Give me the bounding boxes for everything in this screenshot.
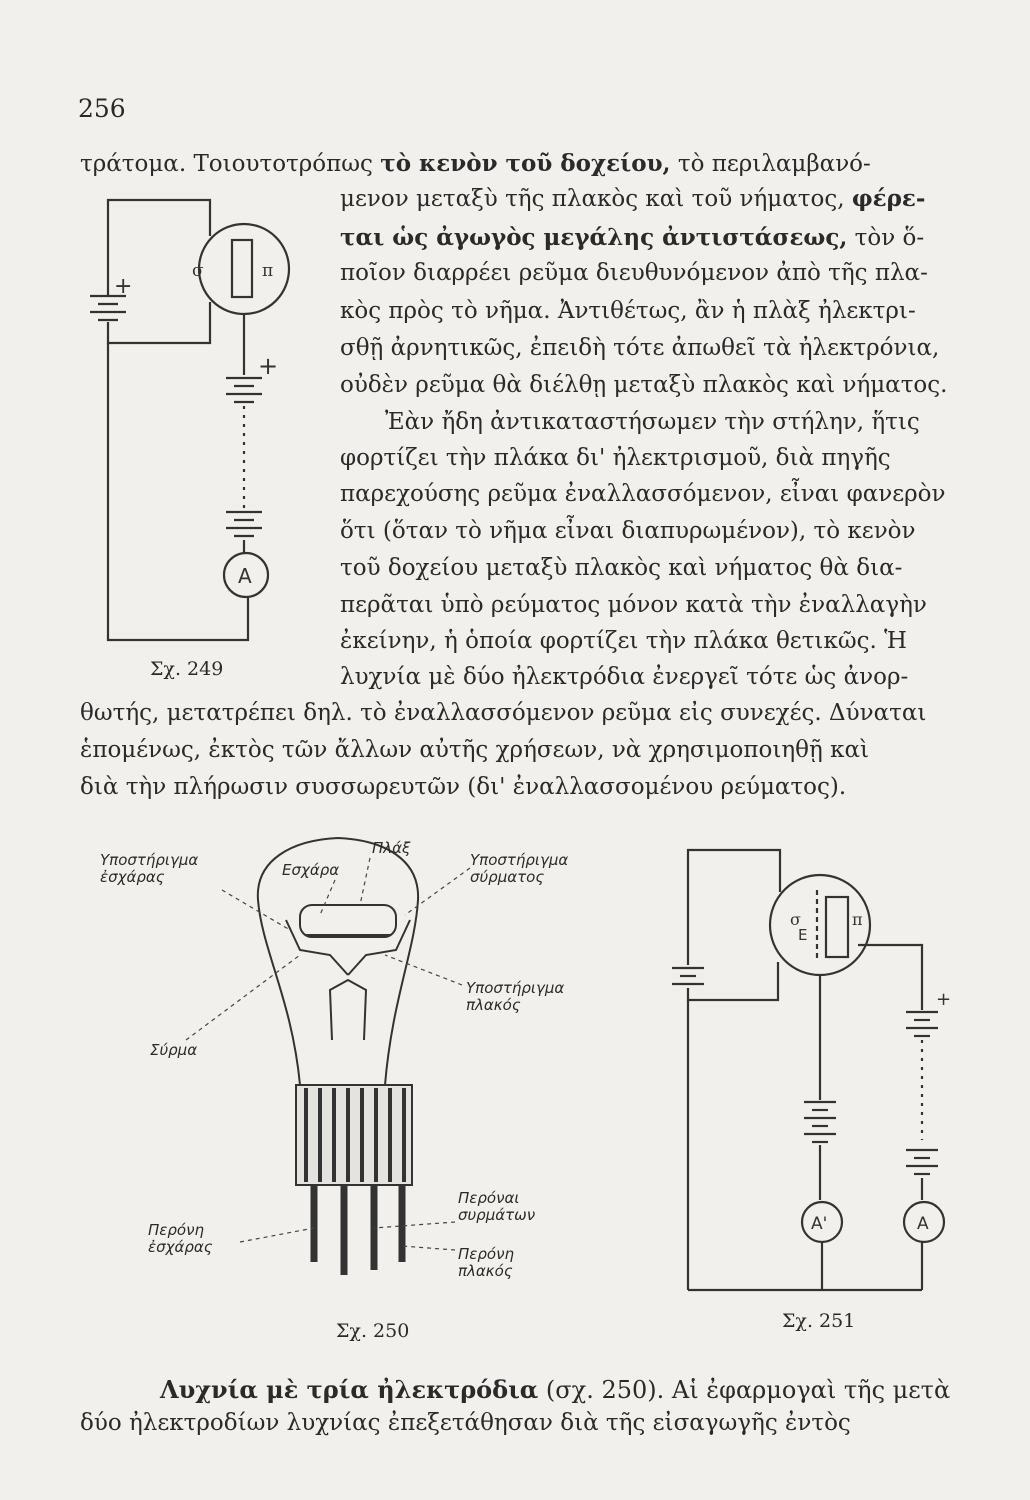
fig251-label-ammeter1: A': [811, 1214, 828, 1234]
text-line-6: σθῇ ἀρνητικῶς, ἐπειδὴ τότε ἀπωθεῖ τὰ ἠλεκτρόνια,: [340, 335, 940, 361]
text-line-3b: τὸν ὅ-: [854, 225, 925, 251]
fig250-label-grid-support: Υποστήριγμα ἐσχάρας: [100, 851, 199, 887]
text-line-3a: ται ὡς ἀγωγὸς μεγάλης ἀντιστάσεως,: [340, 224, 848, 251]
fig250-label-plate-support: Υποστήριγμα πλακός: [466, 979, 565, 1015]
fig251-wire-top: [688, 850, 780, 965]
fig249-label-plus2: +: [258, 352, 279, 380]
text-line-18: διὰ τὴν πλήρωσιν συσσωρευτῶν (δι' ἐναλλασσομένου ρεύματος).: [80, 774, 847, 800]
fig249-label-pi: π: [262, 261, 274, 281]
text-line-13: περᾶται ὑπὸ ρεύματος μόνον κατὰ τὴν ἐναλλαγὴν: [340, 592, 927, 618]
text-line-11: ὅτι (ὅταν τὸ νῆμα εἶναι διαπυρωμένον), τὸ κενὸν: [340, 518, 916, 544]
text-line-7: οὐδὲν ρεῦμα θὰ διέλθῃ μεταξὺ πλακὸς καὶ νήματος.: [340, 372, 948, 398]
text-line-1b: τὸ κενὸν τοῦ δοχείου,: [380, 150, 671, 177]
caption-fig249: Σχ. 249: [150, 658, 224, 680]
text-line-12: τοῦ δοχείου μεταξὺ πλακὸς καὶ νήματος θὰ δια-: [340, 555, 903, 581]
text-line-17: ἑπομένως, ἐκτὸς τῶν ἄλλων αὐτῆς χρήσεων, νὰ χρησιμοποιηθῇ καὶ: [80, 737, 870, 763]
text-line-8: Ἐὰν ἤδη ἀντικαταστήσωμεν τὴν στήλην, ἥτις: [385, 409, 920, 435]
fig251-label-plus: +: [936, 989, 952, 1010]
text-line-16: θωτής, μετατρέπει δηλ. τὸ ἐναλλασσόμενον ρεῦμα εἰς συνεχές. Δύναται: [80, 700, 927, 726]
section-heading: Λυχνία μὲ τρία ἠλεκτρόδια: [160, 1375, 539, 1404]
fig250-label-wire-support: Υποστήριγμα σύρματος: [470, 851, 569, 887]
caption-fig250: Σχ. 250: [336, 1320, 410, 1342]
fig249-label-plus1: +: [114, 274, 133, 299]
text-line-15: λυχνία μὲ δύο ἠλεκτρόδια ἐνεργεῖ τότε ὡς ἀνορ-: [340, 664, 909, 690]
fig251-label-sigma: σ: [790, 910, 801, 929]
fig251-label-pi: π: [852, 910, 863, 929]
caption-fig251: Σχ. 251: [782, 1310, 856, 1332]
fig250-label-wire-pins: Περόναι συρμάτων: [458, 1189, 536, 1225]
text-line-4: ποῖον διαρρέει ρεῦμα διευθυνόμενον ἀπὸ τῆς πλα-: [340, 260, 928, 286]
fig251-label-epsilon: E: [798, 926, 808, 944]
fig251-circuit: [672, 850, 944, 1290]
fig249-label-sigma: σ: [192, 261, 204, 281]
fig250-label-grid-pin: Περόνη ἐσχάρας: [148, 1221, 213, 1257]
fig250-label-plate-pin: Περόνη πλακός: [458, 1245, 514, 1281]
fig250-label-wire: Σύρμα: [150, 1041, 198, 1059]
fig251-label-ammeter2: A: [917, 1214, 929, 1234]
text-line-1c: τὸ περιλαμβανό-: [677, 151, 871, 177]
text-line-14: ἐκείνην, ἡ ὁποία φορτίζει τὴν πλάκα θετικῶς. Ἡ: [340, 628, 907, 654]
text-line-20: δύο ἠλεκτροδίων λυχνίας ἐπεξετάθησαν διὰ τῆς εἰσαγωγῆς ἐντὸς: [80, 1410, 851, 1436]
text-line-5: κὸς πρὸς τὸ νῆμα. Ἀντιθέτως, ἂν ἡ πλὰξ ἠλεκτρι-: [340, 298, 916, 324]
fig250-label-plate: Πλάξ: [372, 839, 411, 857]
text-line-2b: φέρε-: [851, 185, 926, 212]
fig249-label-ammeter: A: [238, 564, 252, 588]
text-line-2a: μενον μεταξὺ τῆς πλακὸς καὶ τοῦ νήματος,: [340, 186, 845, 212]
text-line-10: παρεχούσης ρεῦμα ἐναλλασσόμενον, εἶναι φανερὸν: [340, 481, 946, 507]
text-line-1a: τράτομα. Τοιουτοτρόπως: [80, 151, 373, 177]
fig251-plate: [826, 897, 848, 957]
text-line-9: φορτίζει τὴν πλάκα δι' ἠλεκτρισμοῦ, διὰ πηγῆς: [340, 445, 891, 471]
fig250-label-grid: Εσχάρα: [282, 861, 340, 879]
fig251-wire-plate: [858, 945, 922, 1010]
page-number: 256: [78, 94, 126, 123]
text-line-19b: (σχ. 250). Αἱ ἐφαρμογαὶ τῆς μετὰ: [545, 1376, 951, 1404]
